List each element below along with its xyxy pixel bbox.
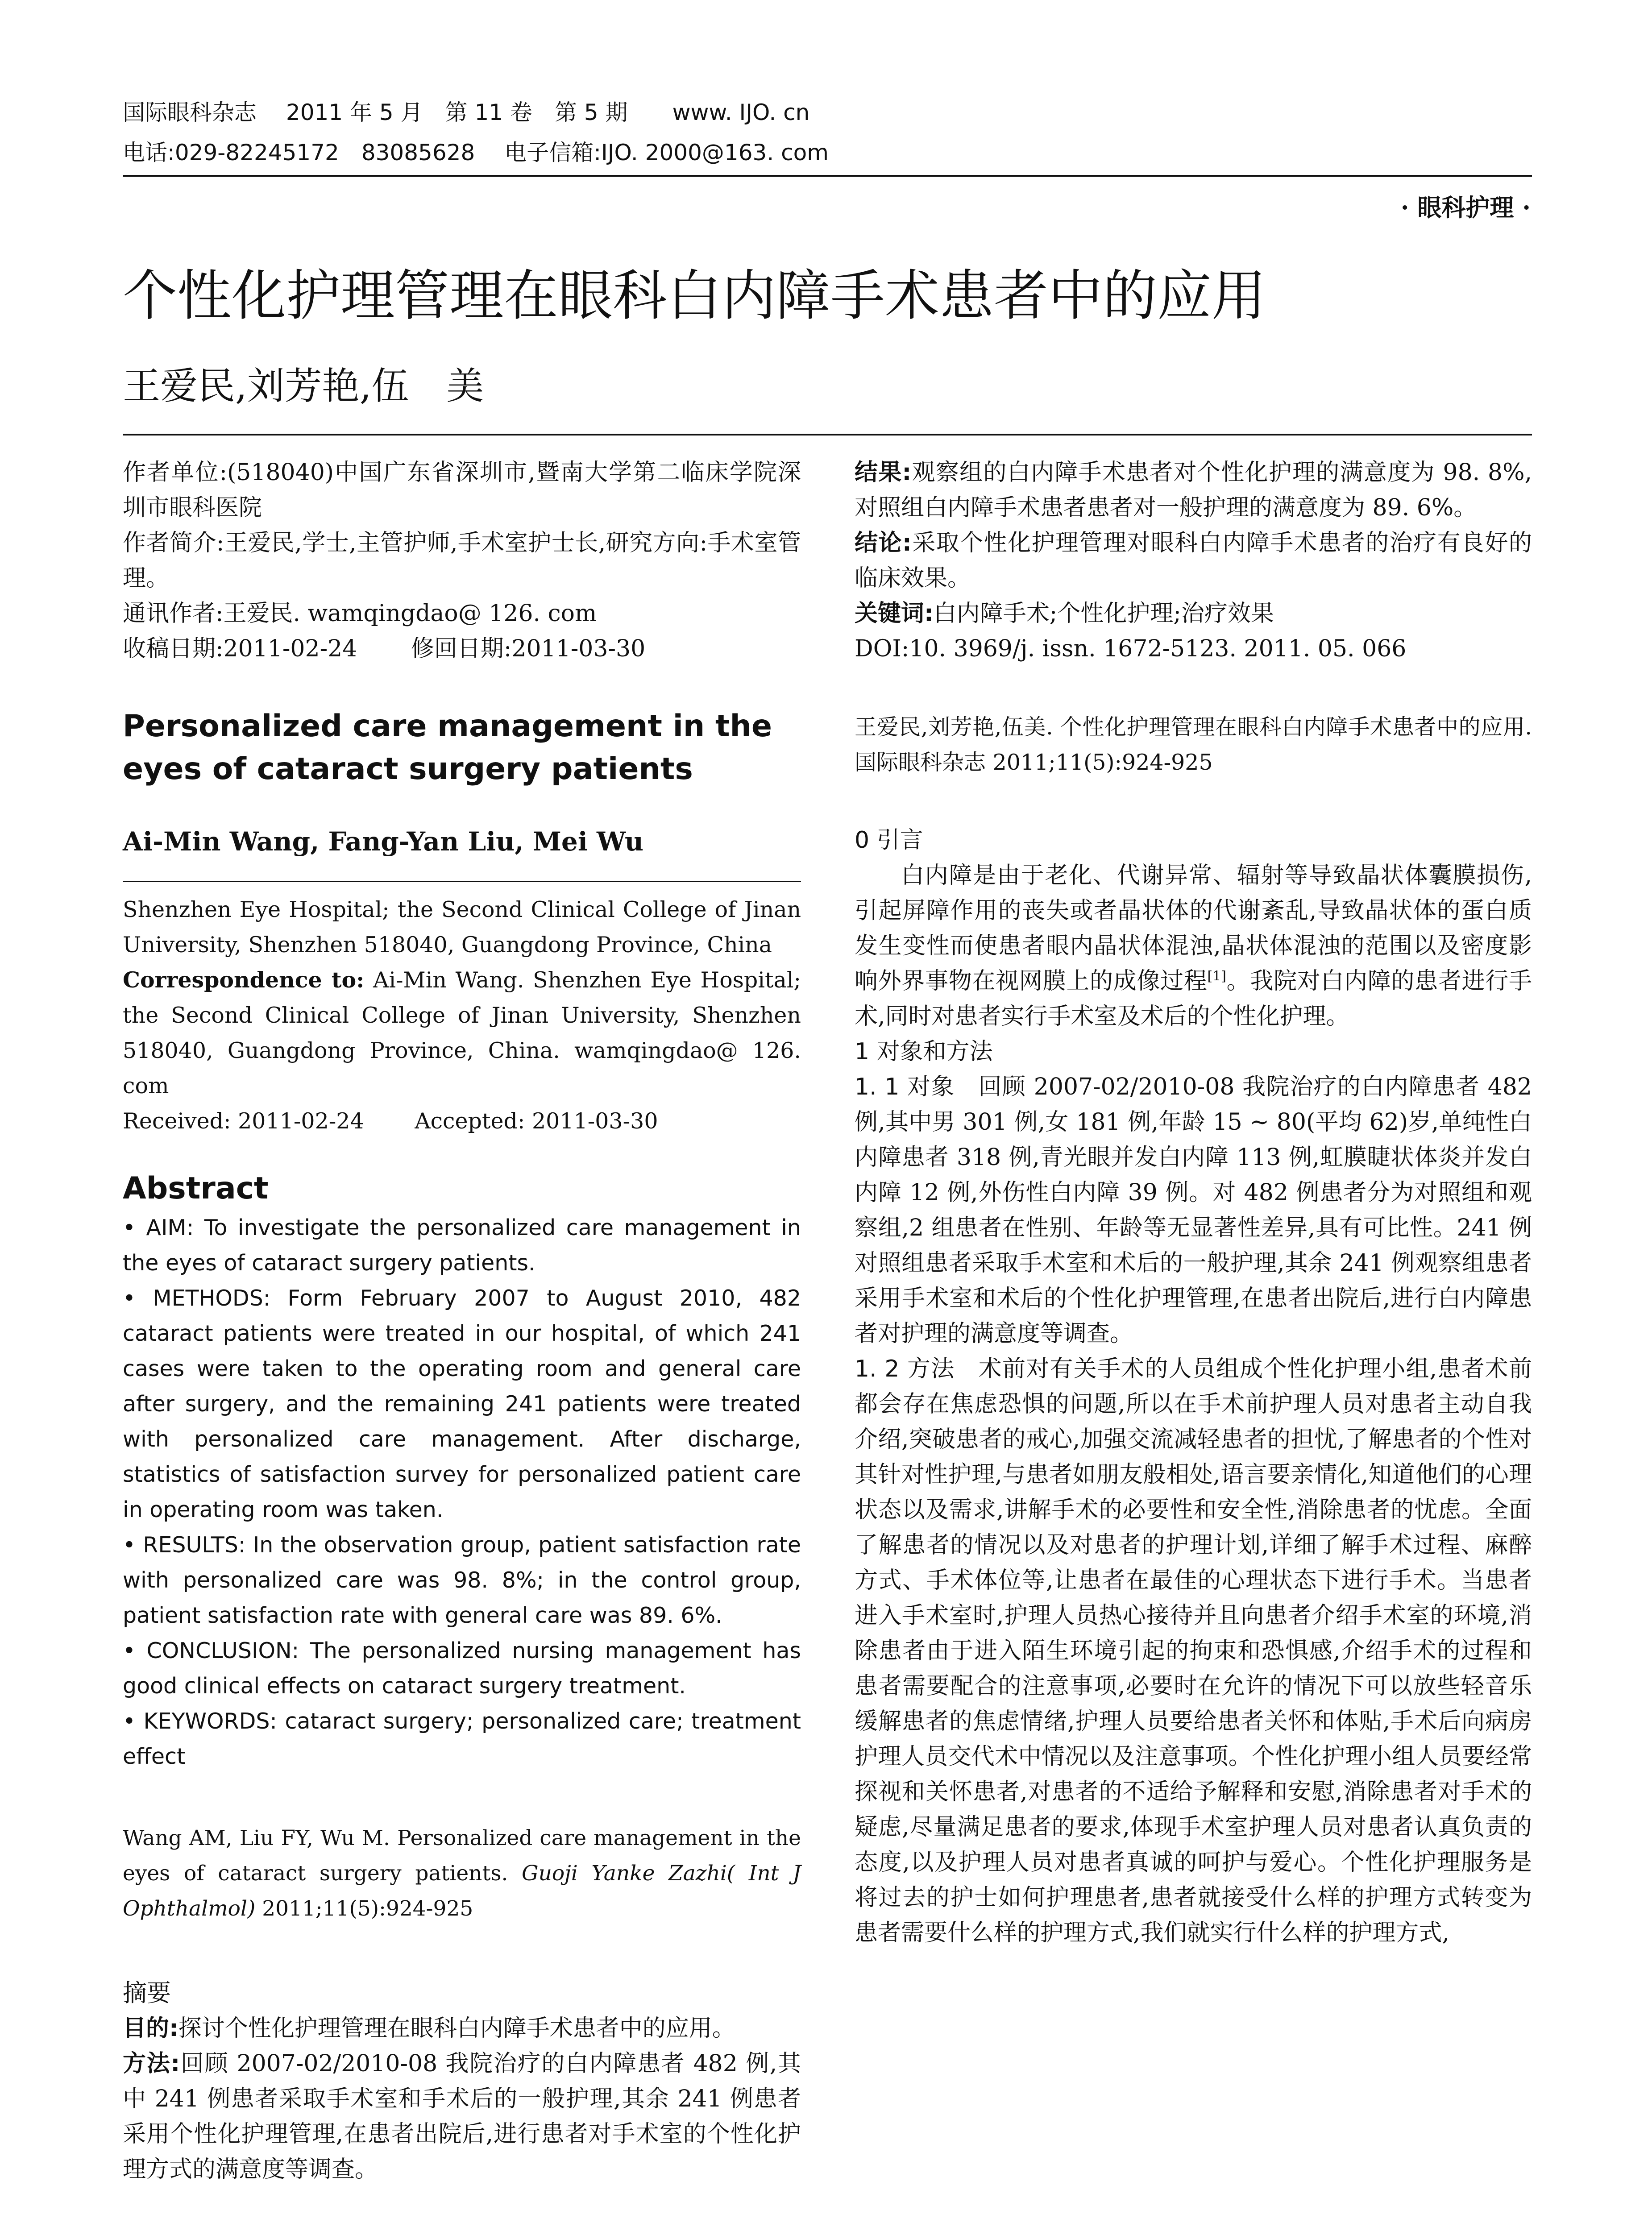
english-citation-rest: 2011;11(5):924-925 xyxy=(255,1896,473,1921)
correspondence-text: Ai-Min Wang. Shenzhen Eye Hospital; the Second Clinical College of Jinan University, Shenzhen 518040, Guangdong Province, China. wamqingdao@ 126. com xyxy=(123,967,801,1099)
zh-abstract-heading: 摘要 xyxy=(123,1979,171,2007)
abstract-results: • RESULTS: In the observation group, patient satisfaction rate with personalized care was 98. 8%; in the control group, patient satisfaction rate with general care was 89. 6%. xyxy=(123,1532,801,1628)
right-column xyxy=(855,455,1532,1951)
abstract-heading: Abstract xyxy=(123,1171,269,1206)
left-column xyxy=(123,455,801,2187)
english-dates: Received: 2011-02-24 Accepted: 2011-03-30 xyxy=(123,1108,658,1134)
zh-results-label: 结果: xyxy=(855,459,912,486)
intro-text-a: 白内障是由于老化、代谢异常、辐射等导致晶状体囊膜损伤,引起屏障作用的丧失或者晶状体的代谢紊乱,导致晶状体的蛋白质发生变性而使患者眼内晶状体混浊,晶状体混浊的范围以及密度影响外界事物在视网膜上的成像过程 xyxy=(855,862,1532,995)
english-citation-journal: Guoji Yanke Zazhi( Int J Ophthalmol) xyxy=(123,1861,801,1921)
running-header-line1: 国际眼科杂志 2011 年 5 月 第 11 卷 第 5 期 www. IJO. cn xyxy=(123,100,810,125)
correspondence-label: Correspondence to: xyxy=(123,967,365,993)
section-1-2-paragraph xyxy=(855,1352,1532,1951)
section-1-2-text: 术前对有关手术的人员组成个性化护理小组,患者术前都会存在焦虑恐惧的问题,所以在手术前护理人员对患者主动自我介绍,突破患者的戒心,加强交流减轻患者的担忧,了解患者的个性对其针对性护理,与患者如朋友般相处,语言要亲情化,知道他们的心理状态以及需求,讲解手术的必要性和安全性,消除患者的忧虑。全面了解患者的情况以及对患者的护理计划,详细了解手术过程、麻醉方式、手术体位等,让患者在最佳的心理状态下进行手术。当患者进入手术室时,护理人员热心接待并且向患者介绍手术室的环境,消除患者由于进入陌生环境引起的拘束和恐惧感,介绍手术的过程和患者需要配合的注意事项,必要时在允许的情况下可以放些轻音乐缓解患者的焦虑情绪,护理人员要给患者关怀和体贴,手术后向病房护理人员交代术中情况以及注意事项。个性化护理小组人员要经常探视和关怀患者,对患者的不适给予解释和安慰,消除患者对手术的疑虑,尽量满足患者的要求,体现手术室护理人员对患者认真负责的态度,以及护理人员对患者真诚的呵护与爱心。个性化护理服务是将过去的护士如何护理患者,患者就接受什么样的护理方式转变为患者需要什么样的护理方式,我们就实行什么样的护理方式, xyxy=(855,1356,1532,1946)
section-1-1-text: 回顾 2007-02/2010-08 我院治疗的白内障患者 482 例,其中男 301 例,女 181 例,年龄 15 ~ 80(平均 62)岁,单纯性白内障患者 318 例,青光眼并发白内障 113 例,虹膜睫状体炎并发白内障 12 例,外伤性白内障 39 例。对 482 例患者分为对照组和观察组,2 组患者在性别、年龄等无显著性差异,具有可比性。241 例对照组患者采取手术室和术后的一般护理,其余 241 例观察组患者采用手术室和术后的个性化护理管理,在患者出院后,进行白内障患者对护理的满意度等调查。 xyxy=(855,1074,1532,1347)
running-header-line2: 电话:029-82245172 83085628 电子信箱:IJO. 2000@163. com xyxy=(123,140,829,166)
english-citation xyxy=(123,1820,801,1926)
zh-methods-label: 方法: xyxy=(123,2050,180,2077)
zh-keywords-text: 白内障手术;个性化护理;治疗效果 xyxy=(933,600,1274,627)
english-abstract xyxy=(123,1210,801,1774)
zh-methods-text: 回顾 2007-02/2010-08 我院治疗的白内障患者 482 例,其中 241 例患者采取手术室和手术后的一般护理,其余 241 例患者采用个性化护理管理,在患者出院后,进行患者对手术室的个性化护理方式的满意度等调查。 xyxy=(123,2050,801,2183)
intro-text-b: 。我院对白内障的患者进行手术,同时对患者实行手术室及术后的个性化护理。 xyxy=(855,968,1532,1030)
title-rule xyxy=(123,434,1532,435)
zh-keywords-label: 关键词: xyxy=(855,600,934,627)
zh-abstract-results xyxy=(855,455,1532,526)
zh-aim-text: 探讨个性化护理管理在眼科白内障手术患者中的应用。 xyxy=(178,2015,735,2042)
zh-abstract-keywords xyxy=(855,596,1532,631)
abstract-aim: • AIM: To investigate the personalized care management in the eyes of cataract surgery patients. xyxy=(123,1215,801,1276)
section-1-1-paragraph xyxy=(855,1070,1532,1352)
header-rule xyxy=(123,175,1532,177)
english-title: Personalized care management in the eyes of cataract surgery patients xyxy=(123,709,772,787)
zh-aim-label: 目的: xyxy=(123,2015,178,2042)
section-1-1-label: 1. 1 对象 xyxy=(855,1074,955,1100)
abstract-keywords: • KEYWORDS: cataract surgery; personalized care; treatment effect xyxy=(123,1708,801,1769)
zh-abstract-methods xyxy=(123,2046,801,2187)
zh-abstract-conclusion xyxy=(855,526,1532,596)
section-1-2-label: 1. 2 方法 xyxy=(855,1356,955,1382)
corresponding-author: 通讯作者:王爱民. wamqingdao@ 126. com xyxy=(123,600,597,627)
reference-marker: [1] xyxy=(1207,968,1226,984)
doi: DOI:10. 3969/j. issn. 1672-5123. 2011. 05. 066 xyxy=(855,635,1407,662)
abstract-methods: • METHODS: Form February 2007 to August 2010, 482 cataract patients were treated in our hospital, of which 241 cases were taken to the operating room and general care after surgery, and the remaining 241 patients were treated with personalized care management. After discharge, statistics of satisfaction survey for personalized patient care in operating room was taken. xyxy=(123,1286,801,1522)
english-correspondence xyxy=(123,962,801,1103)
section-tag: · 眼科护理 · xyxy=(1400,193,1531,222)
section-1-heading: 1 对象和方法 xyxy=(855,1038,993,1065)
english-authors: Ai-Min Wang, Fang-Yan Liu, Mei Wu xyxy=(123,826,643,857)
zh-results-text: 观察组的白内障手术患者对个性化护理的满意度为 98. 8%,对照组白内障手术患者患者对一般护理的满意度为 89. 6%。 xyxy=(855,459,1532,521)
authors-cn: 王爱民,刘芳艳,伍 美 xyxy=(123,364,484,408)
author-bio: 作者简介:王爱民,学士,主管护师,手术室护士长,研究方向:手术室管理。 xyxy=(123,530,801,592)
zh-abstract-aim xyxy=(123,2011,801,2046)
section-0-heading: 0 引言 xyxy=(855,827,923,854)
received-dates: 收稿日期:2011-02-24 修回日期:2011-03-30 xyxy=(123,635,646,662)
chinese-citation: 王爱民,刘芳艳,伍美. 个性化护理管理在眼科白内障手术患者中的应用. 国际眼科杂志 2011;11(5):924-925 xyxy=(855,714,1532,775)
section-0-paragraph xyxy=(855,858,1532,1034)
page-title: 个性化护理管理在眼科白内障手术患者中的应用 xyxy=(123,264,1266,328)
affiliation-unit: 作者单位:(518040)中国广东省深圳市,暨南大学第二临床学院深圳市眼科医院 xyxy=(123,459,801,521)
zh-conclusion-label: 结论: xyxy=(855,530,912,556)
english-affiliation: Shenzhen Eye Hospital; the Second Clinical College of Jinan University, Shenzhen 518040, Guangdong Province, China xyxy=(123,897,801,958)
english-citation-text: Wang AM, Liu FY, Wu M. Personalized care management in the eyes of cataract surgery patients. xyxy=(123,1826,801,1886)
zh-conclusion-text: 采取个性化护理管理对眼科白内障手术患者的治疗有良好的临床效果。 xyxy=(855,530,1532,592)
english-authors-rule xyxy=(123,881,801,882)
abstract-conclusion: • CONCLUSION: The personalized nursing management has good clinical effects on cataract surgery treatment. xyxy=(123,1638,801,1699)
